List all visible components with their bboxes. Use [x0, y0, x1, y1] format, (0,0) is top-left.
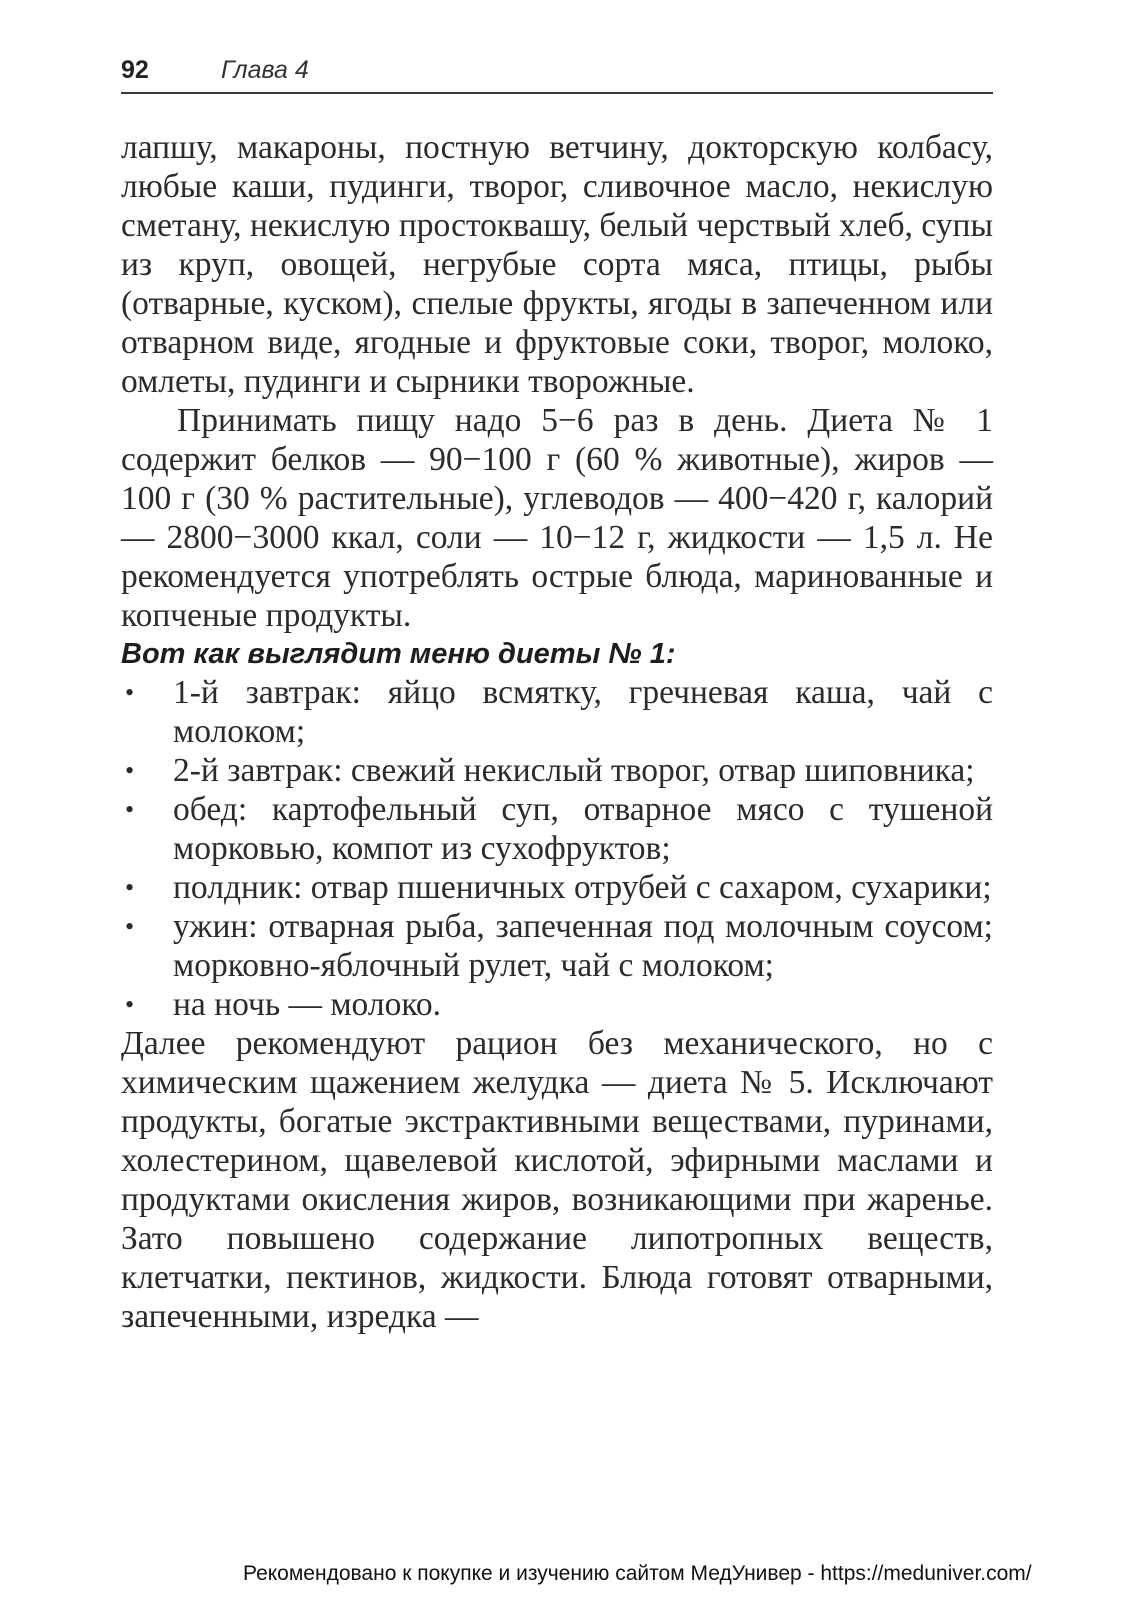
- bullet-icon: •: [125, 873, 135, 902]
- list-item: [121, 907, 993, 985]
- list-item-text: полдник: отвар пшеничных отрубей с сахаром, сухарики;: [173, 869, 992, 906]
- bullet-icon: •: [125, 678, 135, 707]
- chapter-title: Глава 4: [221, 56, 309, 84]
- list-item: [121, 985, 993, 1024]
- list-item: [121, 751, 993, 790]
- paragraph-diet-5: Далее рекомендуют рацион без механического, но с химическим щажением желудка — диета № 5. Исключают продукты, богатые экстрактивными веществами, пуринами, холестерином, щавелевой кислотой, эфирными маслами и продуктами окисления жиров, возникающими при жаренье. Зато повышено содержание липотропных веществ, клетчатки, пектинов, жидкости. Блюда готовят отварными, запеченными, изредка —: [121, 1025, 993, 1335]
- bullet-icon: •: [125, 756, 135, 785]
- page-body: [121, 128, 993, 1336]
- bullet-icon: •: [125, 912, 135, 941]
- list-item-text: 2-й завтрак: свежий некислый творог, отвар шиповника;: [173, 752, 975, 789]
- list-item-text: ужин: отварная рыба, запеченная под молочным соусом; морковно-яблочный рулет, чай с молоком;: [173, 908, 993, 984]
- page-header: [121, 50, 993, 94]
- list-item: [121, 868, 993, 907]
- menu-list: [121, 673, 993, 1024]
- paragraph-diet-composition: Принимать пищу надо 5−6 раз в день. Диета № 1 содержит белков — 90−100 г (60 % животные), жиров — 100 г (30 % растительные), углеводов — 400−420 г, калорий — 2800−3000 ккал, соли — 10−12 г, жидкости — 1,5 л. Не рекомендуется употреблять острые блюда, маринованные и копченые продукты.: [121, 402, 993, 634]
- page-number: 92: [121, 56, 149, 84]
- bullet-icon: •: [125, 990, 135, 1019]
- list-item-text: обед: картофельный суп, отварное мясо с тушеной морковью, компот из сухофруктов;: [173, 791, 993, 867]
- paragraph-continuation: лапшу, макароны, постную ветчину, докторскую колбасу, любые каши, пудинги, творог, сливочное масло, некислую сметану, некислую простоквашу, белый черствый хлеб, супы из круп, овощей, негрубые сорта мяса, птицы, рыбы (отварные, куском), спелые фрукты, ягоды в запеченном или отварном виде, ягодные и фруктовые соки, творог, молоко, омлеты, пудинги и сырники творожные.: [121, 129, 993, 400]
- watermark-footer: Рекомендовано к покупке и изучению сайтом МедУнивер - https://meduniver.com/: [243, 1562, 1032, 1585]
- list-item: [121, 790, 993, 868]
- menu-subheading: Вот как выглядит меню диеты № 1:: [121, 638, 676, 670]
- list-item: [121, 673, 993, 751]
- bullet-icon: •: [125, 795, 135, 824]
- list-item-text: 1-й завтрак: яйцо всмятку, гречневая каша, чай с молоком;: [173, 674, 993, 750]
- list-item-text: на ночь — молоко.: [173, 986, 442, 1023]
